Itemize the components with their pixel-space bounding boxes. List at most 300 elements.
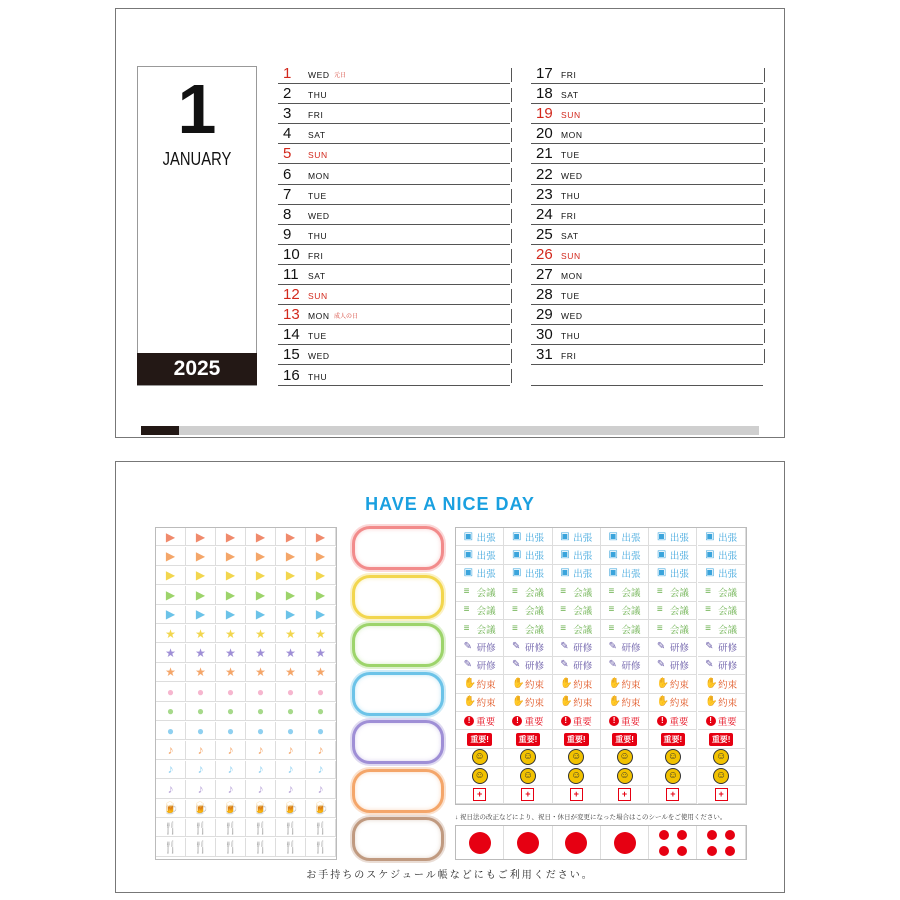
label-sticker [504, 620, 552, 638]
label-sticker [649, 694, 697, 712]
circle-icon: ● [186, 722, 216, 740]
flag-icon: ▶ [186, 586, 216, 604]
note-icon: ♪ [306, 761, 336, 779]
label-sticker [698, 749, 746, 767]
document-icon: ≡ [705, 585, 711, 597]
label-sticker [553, 638, 601, 656]
sticker-label: 会議 [718, 624, 738, 636]
circle-icon: ● [306, 722, 336, 740]
label-sticker [504, 694, 552, 712]
star-icon: ★ [306, 644, 336, 662]
day-number: 30 [536, 326, 553, 344]
sticker-label: 出張 [476, 569, 496, 581]
sticker-label: 会議 [621, 606, 641, 618]
label-sticker [553, 675, 601, 693]
star-icon: ★ [246, 644, 276, 662]
label-sticker [456, 767, 504, 785]
red-dot-icon [565, 832, 587, 854]
weekday-label: SUN [561, 110, 581, 121]
icon-sticker-grid [155, 527, 337, 860]
weekday-label: MON [561, 130, 583, 141]
day-row [278, 164, 510, 184]
note-icon: ♪ [276, 761, 306, 779]
alert-icon: ! [464, 716, 474, 726]
note-icon: ♪ [156, 761, 186, 779]
sticker-label: 会議 [718, 587, 738, 599]
cutlery-icon: 🍴 [276, 838, 306, 856]
label-sticker [601, 620, 649, 638]
handshake-icon: ✋ [705, 696, 718, 708]
important-badge: 重要! [612, 733, 637, 746]
weekday-label: TUE [308, 190, 327, 201]
red-dot-icon [614, 832, 636, 854]
sticker-label: 重要 [717, 716, 737, 728]
label-sticker [504, 786, 552, 804]
day-row [278, 225, 510, 245]
cutlery-icon: 🍴 [276, 819, 306, 837]
day-number: 21 [536, 145, 553, 163]
weekday-label: FRI [561, 70, 577, 81]
label-sticker [456, 675, 504, 693]
cross-icon: + [570, 788, 583, 801]
label-sticker [553, 602, 601, 620]
handshake-icon: ✋ [608, 677, 621, 689]
pencil-icon: ✎ [608, 659, 617, 671]
weekday-label: SUN [308, 291, 328, 302]
briefcase-icon: ▣ [705, 530, 715, 542]
sticker-label: 重要 [669, 716, 689, 728]
sticker-label: 研修 [718, 661, 738, 673]
smiley-icon: ☺ [472, 768, 488, 784]
day-row [278, 185, 510, 205]
star-icon: ★ [276, 644, 306, 662]
handshake-icon: ✋ [705, 677, 718, 689]
speech-bubble-sticker [352, 575, 444, 619]
document-icon: ≡ [608, 622, 615, 634]
month-panel [137, 66, 257, 386]
cutlery-icon: 🍴 [246, 819, 276, 837]
star-icon: ★ [246, 625, 276, 643]
label-sticker [553, 565, 601, 583]
beer-icon: 🍺 [276, 800, 306, 818]
flag-icon: ▶ [306, 547, 336, 565]
smiley-icon: ☺ [568, 768, 584, 784]
briefcase-icon: ▣ [511, 567, 522, 579]
weekday-label: MON [308, 311, 330, 322]
label-sticker [649, 602, 697, 620]
flag-icon: ▶ [156, 567, 186, 585]
cutlery-icon: 🍴 [186, 819, 216, 837]
weekday-label: WED [308, 351, 330, 362]
note-icon: ♪ [156, 780, 186, 798]
day-row [278, 64, 510, 84]
note-icon: ♪ [156, 741, 186, 759]
sticker-label: 約束 [524, 698, 544, 710]
day-number: 25 [536, 225, 553, 243]
document-icon: ≡ [560, 622, 567, 634]
weekday-label: WED [561, 170, 583, 181]
dot-sticker [456, 826, 504, 859]
important-badge: 重要! [516, 733, 541, 746]
holiday-name: 元日 [334, 73, 347, 80]
flag-icon: ▶ [216, 586, 246, 604]
document-icon: ≡ [511, 622, 518, 634]
label-sticker [601, 767, 649, 785]
holiday-notice: ↓ 祝日法の改正などにより、祝日・休日が変更になった場合はこのシールをご使用ください。 [455, 814, 727, 821]
label-sticker [504, 638, 552, 656]
briefcase-icon: ▣ [608, 549, 618, 561]
day-number: 4 [283, 125, 292, 143]
label-sticker [504, 565, 552, 583]
alert-icon: ! [609, 716, 619, 726]
sticker-label: 会議 [669, 587, 689, 599]
document-icon: ≡ [560, 604, 567, 616]
flag-icon: ▶ [216, 567, 246, 585]
label-sticker [553, 767, 601, 785]
label-sticker [649, 565, 697, 583]
note-icon: ♪ [306, 780, 336, 798]
note-icon: ♪ [186, 741, 216, 759]
note-icon: ♪ [276, 780, 306, 798]
label-sticker [553, 712, 601, 730]
sticker-label: 重要 [572, 716, 592, 728]
label-sticker [601, 786, 649, 804]
sticker-label: 出張 [718, 551, 738, 563]
document-icon: ≡ [705, 604, 711, 616]
note-icon: ♪ [186, 761, 216, 779]
note-icon: ♪ [306, 741, 336, 759]
label-sticker [601, 749, 649, 767]
flag-icon: ▶ [306, 567, 336, 585]
note-icon: ♪ [216, 741, 246, 759]
flag-icon: ▶ [246, 606, 276, 624]
dot-sticker [698, 826, 746, 859]
label-sticker [649, 767, 697, 785]
day-row [278, 265, 510, 285]
day-row [278, 245, 510, 265]
label-sticker [504, 528, 552, 546]
document-icon: ≡ [463, 604, 470, 616]
important-badge: 重要! [564, 733, 589, 746]
note-icon: ♪ [216, 761, 246, 779]
pencil-icon: ✎ [608, 641, 617, 653]
star-icon: ★ [306, 625, 336, 643]
label-sticker [553, 583, 601, 601]
sticker-label: 出張 [573, 532, 593, 544]
label-sticker [601, 528, 649, 546]
label-sticker [504, 712, 552, 730]
day-row [278, 325, 510, 345]
label-sticker [698, 565, 746, 583]
document-icon: ≡ [511, 604, 518, 616]
label-sticker [456, 786, 504, 804]
day-number: 1 [283, 65, 292, 83]
label-sticker [456, 565, 504, 583]
pencil-icon: ✎ [463, 659, 473, 671]
label-sticker [698, 546, 746, 564]
handshake-icon: ✋ [511, 677, 525, 689]
day-number: 18 [536, 85, 553, 103]
circle-icon: ● [186, 703, 216, 721]
weekday-label: SUN [561, 250, 581, 261]
circle-icon: ● [306, 703, 336, 721]
empty-day-row [531, 365, 763, 385]
briefcase-icon: ▣ [656, 549, 667, 561]
label-sticker [456, 730, 504, 748]
day-number: 2 [283, 85, 292, 103]
smiley-icon: ☺ [617, 749, 633, 765]
briefcase-icon: ▣ [511, 530, 522, 542]
cross-icon: + [666, 788, 679, 801]
label-sticker [601, 546, 649, 564]
flag-icon: ▶ [216, 547, 246, 565]
day-row [531, 64, 763, 84]
document-icon: ≡ [608, 585, 615, 597]
star-icon: ★ [216, 625, 246, 643]
day-number: 8 [283, 205, 292, 223]
cutlery-icon: 🍴 [186, 838, 216, 856]
label-sticker [698, 694, 746, 712]
label-sticker [649, 730, 697, 748]
briefcase-icon: ▣ [463, 530, 474, 542]
circle-icon: ● [156, 722, 186, 740]
label-sticker [601, 730, 649, 748]
day-row [531, 205, 763, 225]
weekday-label: WED [561, 311, 583, 322]
flag-icon: ▶ [276, 586, 306, 604]
day-row [278, 124, 510, 144]
weekday-label: SAT [308, 130, 326, 141]
label-sticker [456, 638, 504, 656]
label-sticker [601, 694, 649, 712]
important-badge: 重要! [467, 733, 492, 746]
sticker-label: 約束 [524, 679, 544, 691]
star-icon: ★ [156, 664, 186, 682]
star-icon: ★ [186, 625, 216, 643]
day-row [531, 265, 763, 285]
label-sticker [504, 583, 552, 601]
day-row [278, 345, 510, 365]
star-icon: ★ [186, 644, 216, 662]
sticker-label: 会議 [524, 606, 544, 618]
day-number: 22 [536, 165, 553, 183]
weekday-label: MON [308, 170, 330, 181]
label-sticker [456, 528, 504, 546]
important-badge: 重要! [661, 733, 686, 746]
day-number: 6 [283, 165, 292, 183]
cross-icon: + [473, 788, 486, 801]
sticker-label: 重要 [476, 716, 496, 728]
beer-icon: 🍺 [156, 800, 186, 818]
weekday-label: TUE [308, 331, 327, 342]
days-column-2 [531, 64, 763, 386]
label-sticker [601, 583, 649, 601]
weekday-label: THU [561, 190, 581, 201]
smiley-icon: ☺ [520, 749, 536, 765]
day-number: 28 [536, 286, 553, 304]
beer-icon: 🍺 [306, 800, 336, 818]
flag-icon: ▶ [216, 528, 246, 546]
weekday-label: SAT [561, 230, 579, 241]
flag-icon: ▶ [306, 528, 336, 546]
day-number: 23 [536, 185, 553, 203]
weekday-label: WED [308, 70, 330, 81]
red-dot-icon [517, 832, 539, 854]
sticker-label: 出張 [669, 551, 689, 563]
beer-icon: 🍺 [216, 800, 246, 818]
day-row [278, 365, 510, 385]
alert-icon: ! [512, 716, 522, 726]
label-sticker [553, 528, 601, 546]
star-icon: ★ [276, 625, 306, 643]
day-row [531, 144, 763, 164]
flag-icon: ▶ [306, 586, 336, 604]
note-icon: ♪ [216, 780, 246, 798]
flag-icon: ▶ [246, 567, 276, 585]
smiley-icon: ☺ [472, 749, 488, 765]
dot-sticker-row [455, 825, 747, 860]
label-sticker [698, 786, 746, 804]
flag-icon: ▶ [186, 528, 216, 546]
sticker-label: 研修 [621, 661, 641, 673]
pencil-icon: ✎ [560, 659, 569, 671]
label-sticker [601, 712, 649, 730]
day-number: 14 [283, 326, 300, 344]
star-icon: ★ [216, 664, 246, 682]
label-sticker [504, 730, 552, 748]
label-sticker [456, 712, 504, 730]
label-sticker [649, 583, 697, 601]
speech-bubble-sticker [352, 720, 444, 764]
day-number: 10 [283, 245, 300, 263]
day-number: 24 [536, 205, 553, 223]
sticker-label: 出張 [621, 551, 641, 563]
flag-icon: ▶ [276, 606, 306, 624]
circle-icon: ● [246, 722, 276, 740]
day-number: 31 [536, 346, 553, 364]
day-number: 19 [536, 105, 553, 123]
small-red-dots-icon [707, 830, 735, 856]
document-icon: ≡ [463, 585, 470, 597]
handshake-icon: ✋ [463, 677, 477, 689]
document-icon: ≡ [656, 604, 663, 616]
flag-icon: ▶ [276, 547, 306, 565]
flag-icon: ▶ [156, 606, 186, 624]
year-label: 2025 [137, 353, 257, 385]
weekday-label: THU [308, 371, 328, 382]
sticker-label: 約束 [718, 679, 738, 691]
weekday-label: MON [561, 271, 583, 282]
sticker-label: 会議 [718, 606, 738, 618]
day-number: 27 [536, 266, 553, 284]
star-icon: ★ [156, 644, 186, 662]
day-row [531, 325, 763, 345]
weekday-label: FRI [308, 250, 324, 261]
dot-sticker [553, 826, 601, 859]
sticker-label: 研修 [524, 643, 544, 655]
flag-icon: ▶ [156, 586, 186, 604]
document-icon: ≡ [656, 622, 663, 634]
label-sticker [601, 675, 649, 693]
weekday-label: FRI [561, 210, 577, 221]
label-sticker [698, 657, 746, 675]
speech-bubble-sticker [352, 526, 444, 570]
day-number: 7 [283, 185, 292, 203]
star-icon: ★ [156, 625, 186, 643]
sticker-label: 出張 [573, 569, 593, 581]
beer-icon: 🍺 [186, 800, 216, 818]
sticker-label: 研修 [669, 643, 689, 655]
sticker-label: 出張 [621, 569, 641, 581]
label-sticker [649, 528, 697, 546]
day-number: 9 [283, 225, 292, 243]
flag-icon: ▶ [216, 606, 246, 624]
weekday-label: TUE [561, 291, 580, 302]
small-red-dots-icon [659, 830, 687, 856]
label-sticker [456, 602, 504, 620]
star-icon: ★ [246, 664, 276, 682]
document-icon: ≡ [511, 585, 518, 597]
weekday-label: THU [308, 230, 328, 241]
weekday-label: FRI [561, 351, 577, 362]
label-sticker [601, 565, 649, 583]
cutlery-icon: 🍴 [306, 838, 336, 856]
label-sticker [504, 546, 552, 564]
sticker-label: 研修 [621, 643, 641, 655]
holiday-name: 成人の日 [334, 314, 359, 321]
note-icon: ♪ [246, 741, 276, 759]
day-number: 11 [283, 266, 299, 284]
label-sticker [553, 620, 601, 638]
flag-icon: ▶ [186, 606, 216, 624]
briefcase-icon: ▣ [705, 549, 715, 561]
document-icon: ≡ [463, 622, 470, 634]
sticker-label: 出張 [476, 551, 496, 563]
pencil-icon: ✎ [560, 641, 569, 653]
cutlery-icon: 🍴 [156, 819, 186, 837]
sticker-label: 約束 [476, 679, 496, 691]
sticker-label: 出張 [524, 532, 544, 544]
day-number: 13 [283, 306, 300, 324]
sticker-label: 約束 [476, 698, 496, 710]
day-row [531, 305, 763, 325]
circle-icon: ● [246, 683, 276, 701]
day-row [531, 245, 763, 265]
dot-sticker [504, 826, 552, 859]
circle-icon: ● [156, 683, 186, 701]
smiley-icon: ☺ [665, 749, 681, 765]
label-sticker [456, 583, 504, 601]
sticker-label: 出張 [573, 551, 593, 563]
label-sticker [698, 730, 746, 748]
label-sticker [698, 602, 746, 620]
weekday-label: FRI [308, 110, 324, 121]
progress-bar-dark [141, 426, 179, 435]
briefcase-icon: ▣ [463, 549, 474, 561]
handshake-icon: ✋ [608, 696, 621, 708]
sticker-label: 会議 [476, 587, 496, 599]
flag-icon: ▶ [156, 528, 186, 546]
note-icon: ♪ [276, 741, 306, 759]
sticker-label: 会議 [476, 624, 496, 636]
label-sticker [698, 583, 746, 601]
cross-icon: + [521, 788, 534, 801]
label-sticker [698, 675, 746, 693]
document-icon: ≡ [656, 585, 663, 597]
red-dot-icon [469, 832, 491, 854]
briefcase-icon: ▣ [463, 567, 474, 579]
day-row [278, 305, 510, 325]
